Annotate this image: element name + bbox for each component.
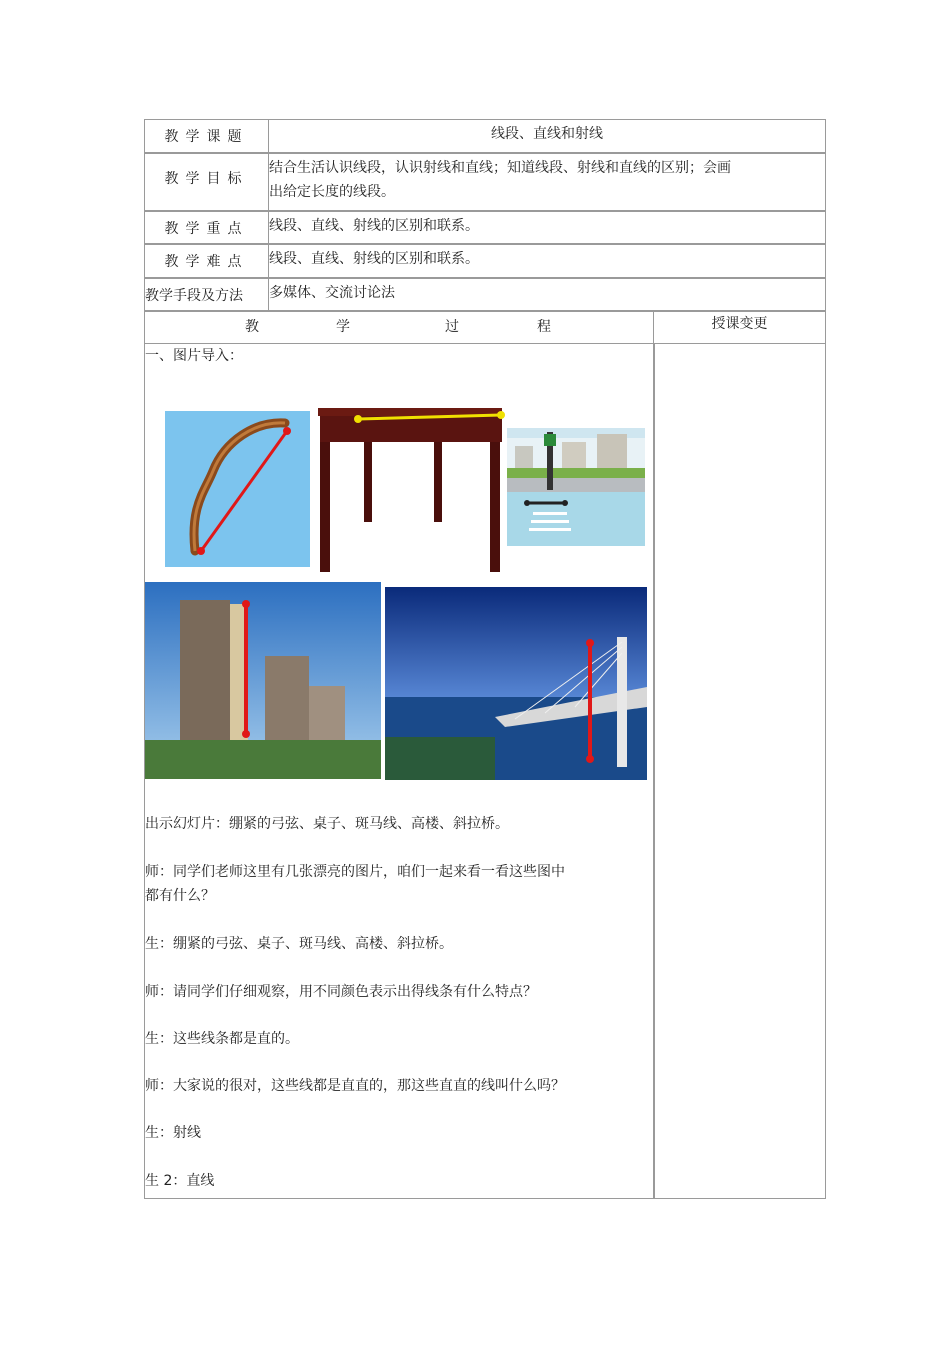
value-method: 多媒体、交流讨论法 [269, 285, 395, 301]
crosswalk-image [507, 428, 645, 546]
row-method [144, 278, 826, 311]
row-goal [144, 153, 826, 211]
row-difficulty [144, 244, 826, 278]
student-line-3: 生：射线 [145, 1125, 201, 1141]
slide-intro: 出示幻灯片：绷紧的弓弦、桌子、斑马线、高楼、斜拉桥。 [145, 816, 509, 832]
building-image [145, 582, 381, 779]
label-topic: 教学课题 [145, 120, 269, 152]
value-key-point: 线段、直线、射线的区别和联系。 [269, 218, 479, 234]
student-line-2: 生：这些线条都是直的。 [145, 1031, 299, 1047]
row-key-point [144, 211, 826, 244]
value-topic: 线段、直线和射线 [491, 126, 603, 142]
section-title: 一、图片导入： [145, 348, 243, 364]
label-difficulty: 教学难点 [145, 245, 269, 277]
value-goal: 结合生活认识线段，认识射线和直线；知道线段、射线和直线的区别；会画 出给定长度的线段。 [269, 160, 731, 200]
teacher-line-1b: 都有什么？ [145, 888, 215, 904]
teacher-line-2: 师：请同学们仔细观察，用不同颜色表示出得线条有什么特点？ [145, 984, 537, 1000]
teacher-line-1a: 师：同学们老师这里有几张漂亮的图片，咱们一起来看一看这些图中 [145, 864, 565, 880]
value-difficulty: 线段、直线、射线的区别和联系。 [269, 251, 479, 267]
bridge-image [385, 587, 647, 780]
process-title: 教 学 过 程 [145, 312, 654, 343]
column-divider [653, 344, 655, 1198]
student-line-1: 生：绷紧的弓弦、桌子、斑马线、高楼、斜拉桥。 [145, 936, 453, 952]
label-key-point: 教学重点 [145, 212, 269, 243]
lesson-changes-header: 授课变更 [711, 316, 768, 332]
label-method: 教学手段及方法 [145, 279, 269, 310]
label-goal: 教学目标 [145, 154, 269, 210]
student-line-4: 生 2：直线 [145, 1173, 215, 1189]
teacher-line-3: 师：大家说的很对，这些线都是直直的，那这些直直的线叫什么吗？ [145, 1078, 565, 1094]
row-topic [144, 119, 826, 153]
process-header [144, 311, 826, 344]
table-image [314, 402, 508, 577]
bow-image [165, 411, 310, 567]
